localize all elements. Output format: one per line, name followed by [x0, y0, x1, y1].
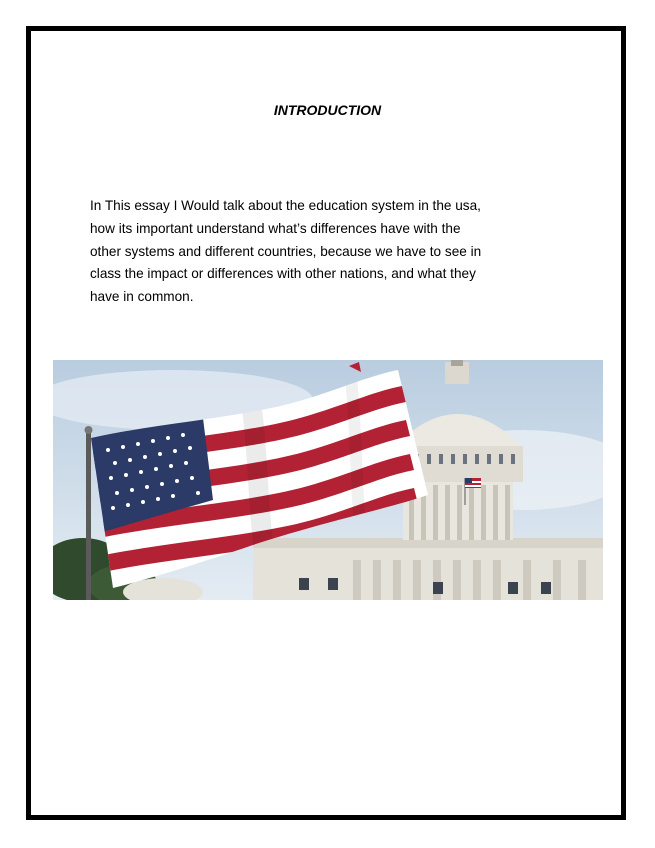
flagpole: [86, 430, 91, 600]
document-title: INTRODUCTION: [273, 102, 382, 118]
paragraph-line: how its important understand what’s differences have with the: [90, 220, 461, 236]
paragraph-line: In This essay I Would talk about the education system in the usa,: [90, 198, 481, 213]
paragraph-line: have in common.: [90, 289, 194, 305]
intro-paragraph: [90, 195, 560, 309]
paragraph-line: other systems and different countries, because we have to see in: [90, 243, 482, 259]
flag-capitol-photo: [53, 360, 603, 600]
paragraph-line: class the impact or differences with other nations, and what they: [90, 266, 476, 282]
